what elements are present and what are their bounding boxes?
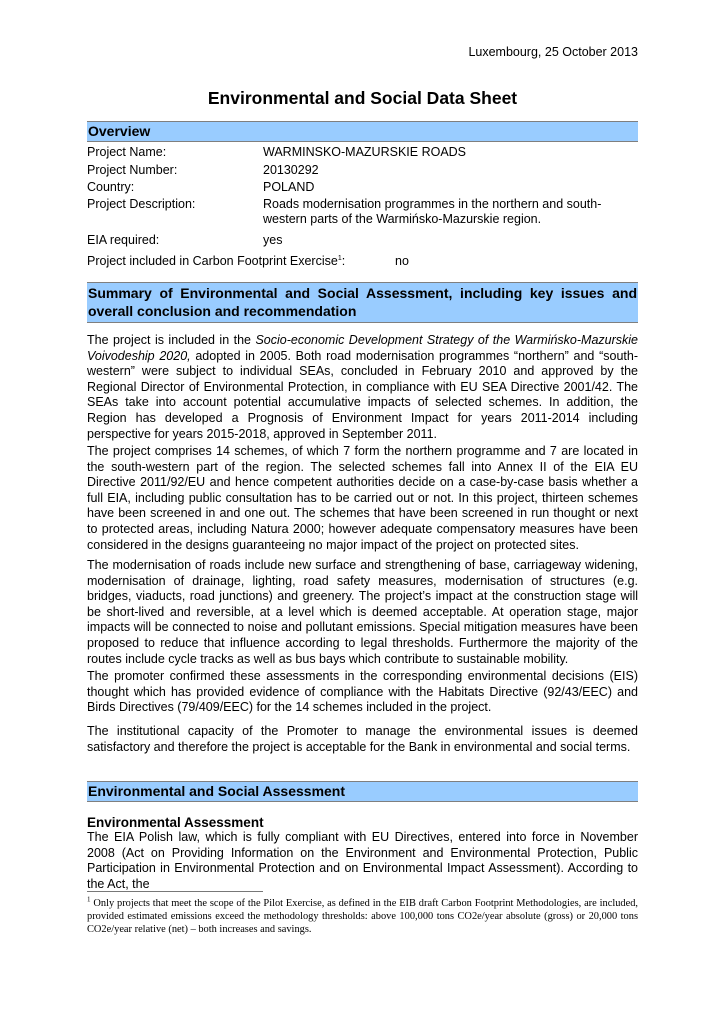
field-label: EIA required: [87,233,160,247]
summary-heading: Summary of Environmental and Social Assessment, including key issues and overall conclusion and recommendation [87,282,638,323]
summary-paragraph-1 [87,333,638,442]
summary-paragraph-2: The project comprises 14 schemes, of which 7 form the northern programme and 7 are located in the south-western part of the region. The selected schemes fall into Annex II of the EIA EU Directive 2011/92/EU and hence competent authorities decide on a case-by-case basis whether a full EIA, including public consultation has to be carried out or not. In this project, thirteen schemes have been screened in and one out. The schemes that have been screened in run thought or next to protected areas, including Natura 2000; however adequate compensatory measures have been considered in the designs guaranteeing no major impact of the project on protected sites. [87,444,638,552]
overview-heading: Overview [87,121,638,142]
footnote-ref[interactable]: 1 [337,254,342,262]
summary-paragraph-3: The modernisation of roads include new surface and strengthening of base, carriageway widening, modernisation of drainage, lighting, road safety measures, modernisation of structures (e.g. bridges, viaducts, road junctions) and greenery. The project’s impact at the construction stage will be short-lived and reversible, at a level which is deemed acceptable. At operation stage, major impacts will be connected to noise and pollutant emissions. Special mitigation measures have been proposed to reduce that influence according to legal thresholds. Furthermore the majority of the routes include cycle tracks as well as bus bays which contribute to sustainable mobility. [87,558,638,666]
carbon-label-colon: : [341,254,346,268]
environmental-assessment-subheading: Environmental Assessment [87,815,264,830]
date-line: Luxembourg, 25 October 2013 [468,45,638,59]
field-value: 20130292 [263,163,319,177]
assessment-paragraph-1: The EIA Polish law, which is fully compliant with EU Directives, entered into force in November 2008 (Act on Providing Information on the Environment and Environmental Protection, Public Participation in Environmental Protection and on Environmental Impact Assessment). According to the Act, the [87,830,638,891]
document-title: Environmental and Social Data Sheet [207,88,518,108]
field-label: Project Number: [87,163,178,177]
para-text: adopted in 2005. Both road modernisation programmes “northern” and “south-western” were subject to individual SEAs, concluded in February 2010 and approved by the Regional Director of Environmental Protection, in compliance with EU SEA Directive 2001/42. The SEAs take into account potential accumulative impacts of selected schemes. In addition, the Region has developed a Prognosis of Environment Impact for years 2011-2014 including perspective for years 2015-2018, approved in September 2011. [87,348,638,441]
strategy-title: Socio-economic Development Strategy of the Warmińsko-Mazurskie Voivodeship 2020, [87,333,639,363]
summary-paragraph-5: The institutional capacity of the Promoter to manage the environmental issues is deemed satisfactory and therefore the project is acceptable for the Bank in environmental and social terms. [87,724,638,754]
field-label [87,254,345,269]
summary-paragraph-4: The promoter confirmed these assessments in the corresponding environmental decisions (EIS) thought which has provided evidence of compliance with the Habitats Directive (92/43/EEC) and Birds Directives (79/409/EEC) for the 14 schemes included in the project. [87,669,638,715]
para-text: The project is included in the [87,333,256,347]
carbon-label-text: Project included in Carbon Footprint Exercise [87,254,338,268]
field-value: POLAND [263,180,315,194]
field-value: no [395,254,409,268]
assessment-heading: Environmental and Social Assessment [87,781,638,802]
footnote-number: 1 [87,895,91,904]
field-label: Project Name: [87,145,167,159]
field-label: Country: [87,180,135,194]
footnote-text: Only projects that meet the scope of the Pilot Exercise, as defined in the EIB draft Carbon Footprint Methodologies, are included, provided estimated emissions exceed the methodology thresholds: above 100,000 tons CO2e/year absolute (gross) or 20,000 tons CO2e/year relative (net) – both increases and savings. [87,898,638,935]
footnote [87,897,638,936]
footnote-separator [87,891,263,892]
field-value: WARMINSKO-MAZURSKIE ROADS [263,145,467,159]
field-value: yes [263,233,283,247]
field-value: Roads modernisation programmes in the northern and south-western parts of the Warmińsko-Mazurskie region. [263,197,602,226]
field-label: Project Description: [87,197,196,211]
